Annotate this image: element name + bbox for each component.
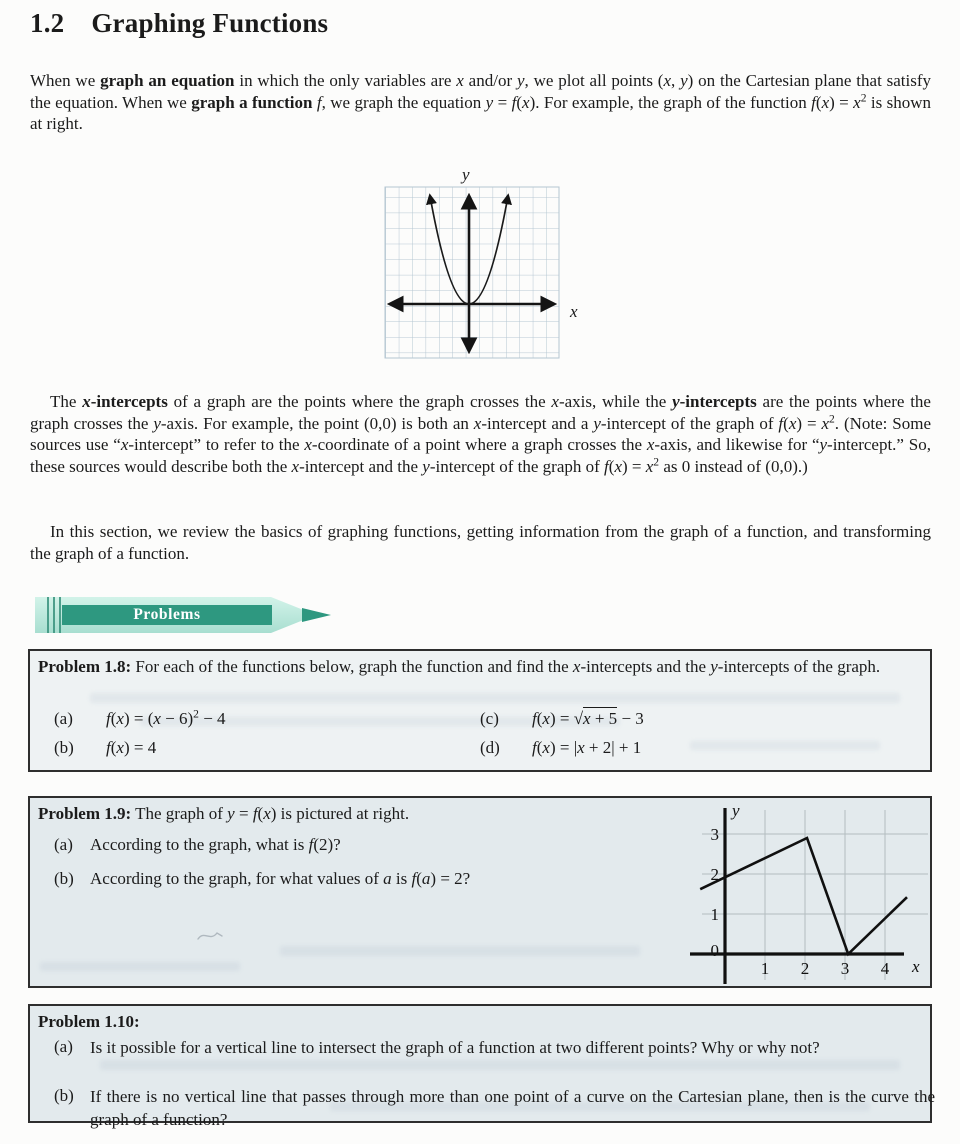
item-b-label: (b)	[54, 1086, 74, 1105]
item-a-label: (a)	[54, 709, 73, 728]
stray-pencil-mark	[195, 928, 229, 944]
intercepts-paragraph: The x-intercepts of a graph are the points where the graph crosses the x-axis, while the y-intercepts are the points where the graph crosses the y-axis. For example, the point (0,0) is both an x-intercept and a y-intercept of the graph of $f(x) = x^2$. (Note: Some sources use “x-intercept” to refer to the x-coordinate of a point where a graph crosses the x-axis, and likewise for “y-intercept.” So, these sources would describe both the x-intercept and the y-intercept of the graph of $f(x) = x^2$ as 0 instead of (0,0).)	[30, 392, 932, 476]
x-tick-label: 1	[760, 959, 770, 978]
bleed-through-smudge	[100, 1060, 900, 1070]
item-b-text: According to the graph, for what values of a is f(a) = 2?	[90, 869, 471, 888]
item-b-label: (b)	[54, 869, 74, 888]
bleed-through-smudge	[90, 693, 900, 703]
bleed-through-smudge	[40, 962, 240, 971]
item-a-label: (a)	[54, 1037, 73, 1056]
item-d-formula: f(x) = |x + 2| + 1	[532, 738, 642, 757]
item-b-label: (b)	[54, 738, 74, 757]
section-number: 1.2	[30, 8, 65, 38]
problems-banner	[35, 597, 335, 633]
item-a-label: (a)	[54, 835, 73, 854]
problem-1-8-statement: Problem 1.8: For each of the functions below, graph the function and find the x-intercepts and the y-intercepts of the graph.	[38, 657, 881, 676]
section-heading	[30, 8, 328, 39]
item-a-text: According to the graph, what is f(2)?	[90, 835, 341, 854]
item-a-formula: $f(x) = (x - 6)^2 - 4$	[106, 707, 226, 728]
y-axis-label: y	[732, 802, 740, 820]
x-axis-label: x	[570, 302, 578, 321]
piecewise-function-graph	[682, 802, 932, 990]
item-d-label: (d)	[480, 738, 500, 757]
grid-paper	[385, 187, 559, 358]
y-axis-label: y	[462, 166, 470, 184]
parabola-figure	[372, 166, 587, 378]
pencil-band	[62, 605, 272, 625]
bleed-through-smudge	[690, 741, 880, 750]
y-tick-label: 0	[710, 941, 719, 960]
x-tick-label: 4	[880, 959, 890, 978]
x-tick-label: 2	[800, 959, 810, 978]
item-b-text: If there is no vertical line that passes through more than one point of a curve on the Cartesian plane, then is the curve the graph of a function?	[90, 1087, 935, 1129]
problem-1-9-statement: Problem 1.9: The graph of y = f(x) is pictured at right.	[38, 804, 410, 823]
y-tick-label: 1	[710, 905, 719, 924]
problem-1-10-title: Problem 1.10:	[38, 1012, 140, 1031]
item-b-formula: f(x) = 4	[106, 738, 157, 757]
function-curve	[700, 838, 907, 954]
problem-1-8-box	[28, 649, 932, 772]
item-a-text: Is it possible for a vertical line to intersect the graph of a function at two different points? Why or why not?	[90, 1038, 820, 1057]
x-axis-label: x	[912, 957, 920, 976]
section-overview-paragraph: In this section, we review the basics of graphing functions, getting information from the graph of a function, and transforming the graph of a function.	[30, 522, 931, 563]
x-tick-label: 3	[840, 959, 850, 978]
item-c-label: (c)	[480, 709, 499, 728]
problem-1-10-box	[28, 1004, 935, 1129]
y-tick-label: 3	[710, 825, 719, 844]
pencil-tip-icon	[302, 608, 331, 622]
y-tick-label: 2	[710, 865, 719, 884]
bleed-through-smudge	[280, 946, 640, 956]
item-c-formula: f(x) = √x + 5 − 3	[532, 709, 644, 728]
intro-paragraph-1: When we graph an equation in which the only variables are x and/or y, we plot all points (x, y) on the Cartesian plane that satisfy the equation. When we graph a function f, we graph the equation y = f(x). For example, the graph of the function $f(x) = x^2$ is shown at right.	[30, 71, 932, 134]
problem-1-9-box	[28, 796, 932, 988]
section-title: Graphing Functions	[91, 8, 329, 38]
problems-banner-label: Problems	[133, 606, 201, 623]
